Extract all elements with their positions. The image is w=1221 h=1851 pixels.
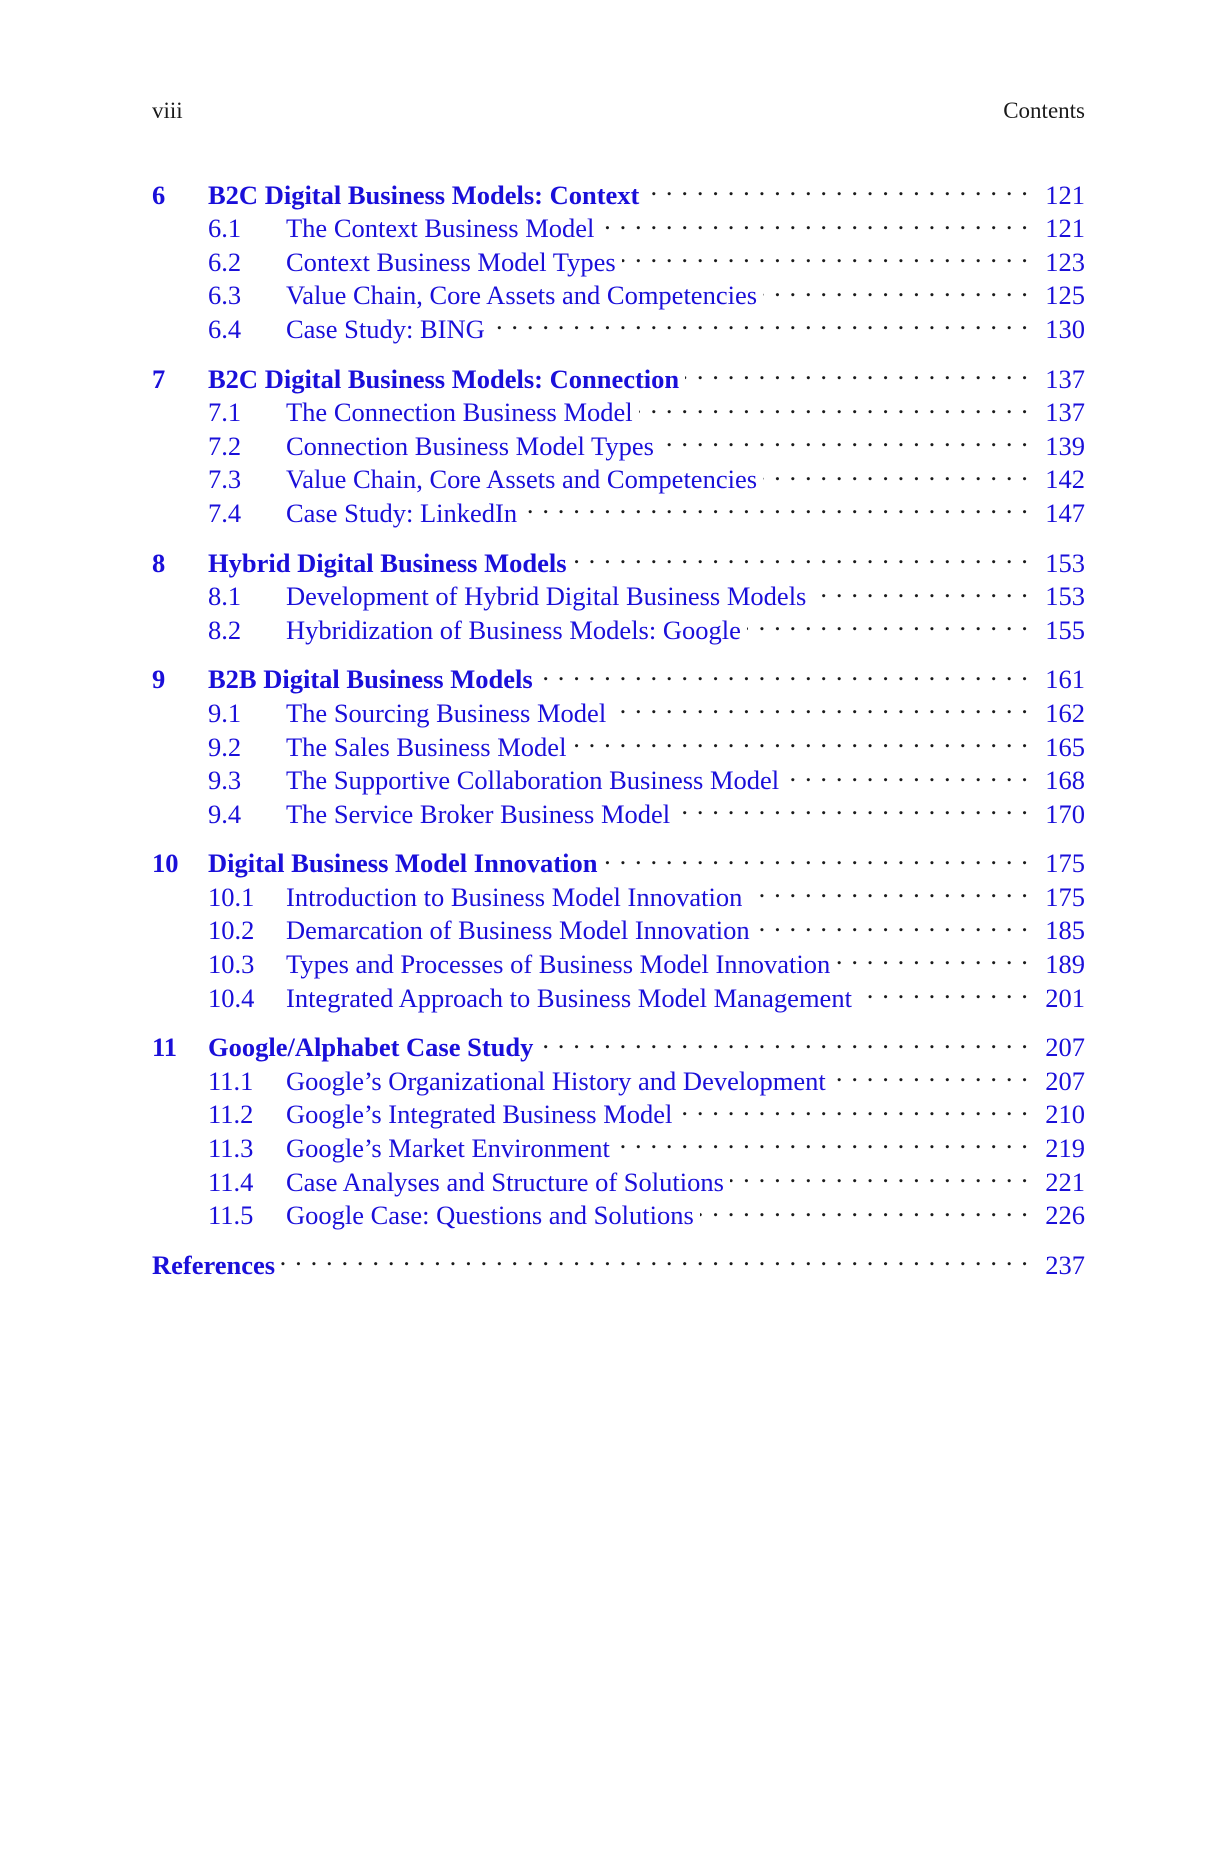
entry-number: 7.3 — [208, 464, 242, 495]
entry-title: Google’s Market Environment — [286, 1133, 610, 1164]
entry-number: 9 — [152, 664, 166, 695]
entry-title: B2C Digital Business Models: Context — [208, 179, 640, 210]
entry-page-number: 237 — [1045, 1249, 1085, 1280]
entry-title: B2C Digital Business Models: Connection — [208, 363, 680, 394]
entry-title: The Context Business Model — [286, 213, 595, 244]
running-head: Contents — [1003, 98, 1085, 123]
entry-number: 11.1 — [208, 1065, 254, 1096]
entry-title: B2B Digital Business Models — [208, 664, 533, 695]
dot-leader — [639, 388, 1029, 422]
entry-page-number: 219 — [1045, 1133, 1085, 1164]
toc-references-link[interactable] — [152, 1240, 1085, 1280]
entry-title: Google’s Organizational History and Development — [286, 1065, 826, 1096]
entry-number: 7 — [152, 363, 166, 394]
entry-title: Google Case: Questions and Solutions — [286, 1200, 694, 1231]
dot-leader — [747, 605, 1029, 639]
entry-page-number: 139 — [1045, 430, 1085, 461]
entry-page-number: 137 — [1045, 363, 1085, 394]
entry-number: 6 — [152, 179, 166, 210]
entry-page-number: 189 — [1045, 949, 1085, 980]
entry-number: 11 — [152, 1032, 178, 1063]
dot-leader — [572, 722, 1029, 756]
entry-title: Case Study: LinkedIn — [286, 497, 518, 528]
entry-title: Connection Business Model Types — [286, 430, 654, 461]
entry-title: Integrated Approach to Business Model Management — [286, 982, 852, 1013]
page-number: viii — [152, 98, 183, 123]
entry-number: 8 — [152, 547, 166, 578]
entry-number: 7.2 — [208, 430, 242, 461]
entry-page-number: 153 — [1045, 547, 1085, 578]
toc-chapter-block — [152, 1023, 1085, 1231]
entry-title: Case Study: BING — [286, 313, 485, 344]
entry-page-number: 130 — [1045, 313, 1085, 344]
entry-number: 6.1 — [208, 213, 242, 244]
dot-leader — [616, 1123, 1029, 1157]
toc-chapter-block — [152, 538, 1085, 645]
entry-number: 6.4 — [208, 313, 242, 344]
dot-leader — [836, 939, 1029, 973]
entry-page-number: 162 — [1045, 697, 1085, 728]
table-of-contents — [152, 170, 1085, 1280]
entry-page-number: 170 — [1045, 798, 1085, 829]
entry-page-number: 201 — [1045, 982, 1085, 1013]
entry-title: Hybridization of Business Models: Google — [286, 614, 741, 645]
entry-title: Value Chain, Core Assets and Competencies — [286, 464, 758, 495]
entry-title: Types and Processes of Business Model Innovation — [286, 949, 831, 980]
entry-number: 9.4 — [208, 798, 242, 829]
entry-number: 8.1 — [208, 581, 242, 612]
toc-references-block — [152, 1240, 1085, 1280]
entry-number: 6.2 — [208, 246, 242, 277]
entry-number: 9.3 — [208, 765, 242, 796]
entry-page-number: 123 — [1045, 246, 1085, 277]
dot-leader — [603, 839, 1029, 873]
entry-number: 7.4 — [208, 497, 242, 528]
entry-number: 11.5 — [208, 1200, 254, 1231]
dot-leader — [612, 688, 1029, 722]
dot-leader — [812, 572, 1029, 606]
dot-leader — [523, 488, 1029, 522]
entry-title: The Service Broker Business Model — [286, 798, 671, 829]
toc-chapter-block — [152, 354, 1085, 528]
entry-page-number: 161 — [1045, 664, 1085, 695]
entry-number: 11.3 — [208, 1133, 254, 1164]
dot-leader — [491, 304, 1029, 338]
dot-leader — [539, 1023, 1029, 1057]
dot-leader — [678, 1090, 1029, 1124]
dot-leader — [756, 906, 1029, 940]
toc-chapter-link[interactable] — [152, 1023, 1085, 1063]
entry-page-number: 175 — [1045, 848, 1085, 879]
entry-page-number: 226 — [1045, 1200, 1085, 1231]
entry-number: 9.1 — [208, 697, 242, 728]
entry-title: Digital Business Model Innovation — [208, 848, 598, 879]
dot-leader — [539, 655, 1029, 689]
entry-number: 6.3 — [208, 280, 242, 311]
toc-chapter-link[interactable] — [152, 655, 1085, 695]
dot-leader — [600, 204, 1029, 238]
toc-chapter-link[interactable] — [152, 354, 1085, 394]
entry-page-number: 165 — [1045, 731, 1085, 762]
entry-title: Value Chain, Core Assets and Competencies — [286, 280, 758, 311]
entry-page-number: 207 — [1045, 1032, 1085, 1063]
dot-leader — [785, 756, 1029, 790]
dot-leader — [748, 872, 1029, 906]
entry-number: 10.4 — [208, 982, 255, 1013]
entry-page-number: 137 — [1045, 397, 1085, 428]
toc-chapter-link[interactable] — [152, 538, 1085, 578]
entry-page-number: 221 — [1045, 1166, 1085, 1197]
toc-chapter-link[interactable] — [152, 170, 1085, 210]
entry-number: 10.2 — [208, 915, 255, 946]
entry-page-number: 155 — [1045, 614, 1085, 645]
entry-title: Case Analyses and Structure of Solutions — [286, 1166, 724, 1197]
dot-leader — [832, 1056, 1029, 1090]
dot-leader — [700, 1191, 1029, 1225]
page-header — [152, 96, 1085, 126]
dot-leader — [763, 455, 1029, 489]
entry-page-number: 121 — [1045, 213, 1085, 244]
entry-number: 8.2 — [208, 614, 242, 645]
entry-page-number: 125 — [1045, 280, 1085, 311]
entry-title: Introduction to Business Model Innovation — [286, 881, 743, 912]
entry-title: Google/Alphabet Case Study — [208, 1032, 534, 1063]
entry-number: 10 — [152, 848, 179, 879]
dot-leader — [573, 538, 1029, 572]
entry-title: The Supportive Collaboration Business Model — [286, 765, 780, 796]
toc-chapter-block — [152, 839, 1085, 1013]
entry-title: Demarcation of Business Model Innovation — [286, 915, 750, 946]
entry-page-number: 175 — [1045, 881, 1085, 912]
toc-chapter-block — [152, 655, 1085, 829]
entry-title: The Sourcing Business Model — [286, 697, 607, 728]
dot-leader — [685, 354, 1029, 388]
entry-number: 11.2 — [208, 1099, 254, 1130]
entry-page-number: 168 — [1045, 765, 1085, 796]
entry-page-number: 207 — [1045, 1065, 1085, 1096]
entry-page-number: 185 — [1045, 915, 1085, 946]
dot-leader — [281, 1240, 1029, 1274]
entry-title: Context Business Model Types — [286, 246, 616, 277]
entry-page-number: 210 — [1045, 1099, 1085, 1130]
entry-page-number: 142 — [1045, 464, 1085, 495]
entry-number: 11.4 — [208, 1166, 254, 1197]
entry-title: The Connection Business Model — [286, 397, 633, 428]
entry-title: Hybrid Digital Business Models — [208, 547, 567, 578]
toc-chapter-link[interactable] — [152, 839, 1085, 879]
entry-title: References — [152, 1249, 276, 1280]
entry-title: Development of Hybrid Digital Business Models — [286, 581, 807, 612]
entry-page-number: 147 — [1045, 497, 1085, 528]
entry-page-number: 153 — [1045, 581, 1085, 612]
dot-leader — [858, 973, 1029, 1007]
entry-title: Google’s Integrated Business Model — [286, 1099, 673, 1130]
entry-page-number: 121 — [1045, 179, 1085, 210]
entry-number: 7.1 — [208, 397, 242, 428]
dot-leader — [622, 237, 1029, 271]
dot-leader — [763, 271, 1029, 305]
toc-chapter-block — [152, 170, 1085, 344]
entry-number: 10.1 — [208, 881, 255, 912]
dot-leader — [676, 789, 1029, 823]
entry-title: The Sales Business Model — [286, 731, 567, 762]
dot-leader — [645, 170, 1029, 204]
entry-number: 9.2 — [208, 731, 242, 762]
dot-leader — [660, 421, 1029, 455]
entry-number: 10.3 — [208, 949, 255, 980]
dot-leader — [730, 1157, 1029, 1191]
